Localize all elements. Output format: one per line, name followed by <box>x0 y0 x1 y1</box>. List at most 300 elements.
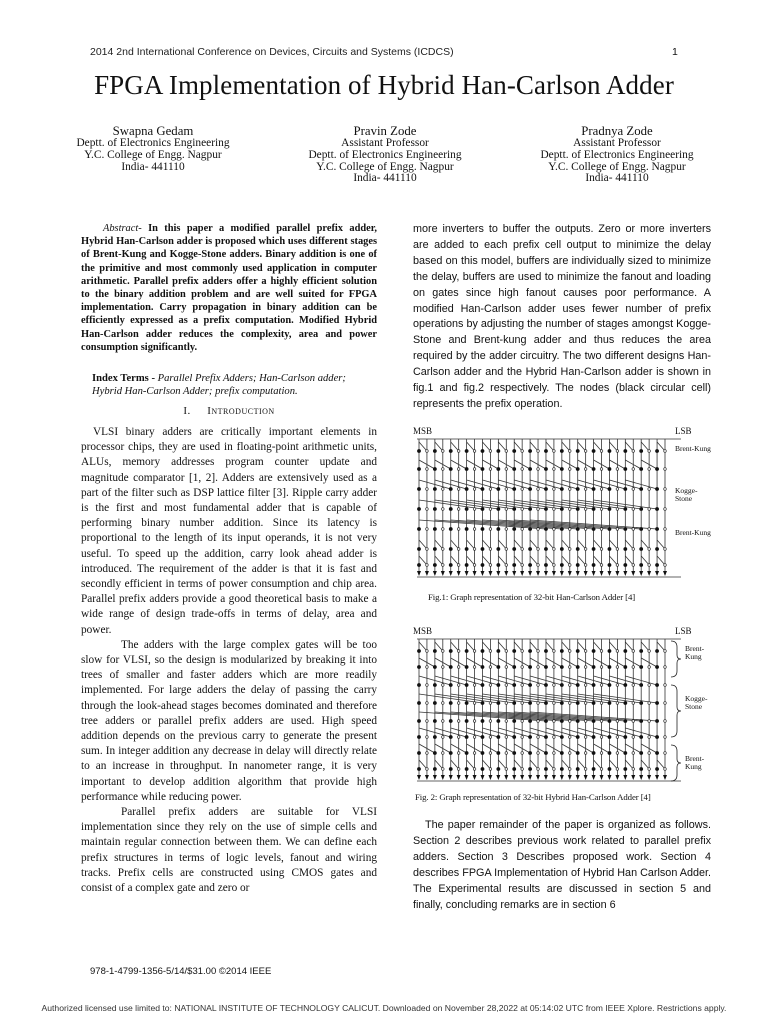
output-arrow <box>560 775 564 780</box>
prefix-node <box>655 665 659 669</box>
output-arrow <box>488 775 492 780</box>
buffer-node <box>600 752 603 755</box>
prefix-node <box>528 527 532 531</box>
buffer-node <box>505 752 508 755</box>
buffer-node <box>553 768 556 771</box>
buffer-node <box>568 720 571 723</box>
buffer-node <box>505 768 508 771</box>
buffer-node <box>616 548 619 551</box>
output-arrow <box>480 775 484 780</box>
buffer-node <box>568 650 571 653</box>
buffer-node <box>473 650 476 653</box>
prefix-node <box>449 719 453 723</box>
prefix-node <box>639 449 643 453</box>
output-arrow <box>552 571 556 576</box>
prefix-node <box>544 735 548 739</box>
prefix-node <box>465 487 469 491</box>
prefix-node <box>449 487 453 491</box>
buffer-node <box>457 528 460 531</box>
buffer-node <box>473 450 476 453</box>
prefix-node <box>560 449 564 453</box>
prefix-node <box>465 665 469 669</box>
output-arrow <box>615 571 619 576</box>
prefix-node <box>496 449 500 453</box>
prefix-node <box>608 751 612 755</box>
prefix-node <box>560 767 564 771</box>
prefix-node <box>576 735 580 739</box>
prefix-node <box>544 449 548 453</box>
prefix-node <box>560 649 564 653</box>
prefix-node <box>623 701 627 705</box>
prefix-node <box>623 467 627 471</box>
buffer-node <box>553 564 556 567</box>
prefix-node <box>449 563 453 567</box>
prefix-node <box>481 449 485 453</box>
buffer-node <box>553 548 556 551</box>
prefix-node <box>608 683 612 687</box>
buffer-node <box>584 702 587 705</box>
buffer-node <box>648 468 651 471</box>
buffer-node <box>632 768 635 771</box>
prefix-node <box>528 767 532 771</box>
right-column-text: more inverters to buffer the outputs. Zero or more inverters are added to each prefix cell output to minimize the delay based on this model, buffers are individually sized to minimize the delay, buffers are used to minimize the fanout and loading on gates since high fanout causes poor performance. A modified Han-Carlson adder uses fewer number of prefix operations by adjusting the number of stages amongst Kogge-Stone and Brent-kung adder and thus reduces the area required by the adder circuitry. The two different designs Han-Carlson adder and the Hybrid Han-Carlson adder is shown in fig.1 and fig.2 respectively. The nodes (black circular cell) represents the prefix operation. <box>413 223 711 410</box>
prefix-node <box>544 527 548 531</box>
buffer-node <box>521 508 524 511</box>
prefix-node <box>496 665 500 669</box>
author-name: Swapna Gedam <box>112 124 194 138</box>
prefix-node <box>512 547 516 551</box>
buffer-node <box>664 752 667 755</box>
buffer-node <box>584 508 587 511</box>
output-arrow <box>655 775 659 780</box>
output-arrow <box>623 571 627 576</box>
prefix-node <box>433 527 437 531</box>
prefix-node <box>655 507 659 511</box>
prefix-node <box>496 735 500 739</box>
prefix-node <box>608 665 612 669</box>
buffer-node <box>473 488 476 491</box>
buffer-node <box>553 488 556 491</box>
buffer-node <box>426 684 429 687</box>
section-title: Introduction <box>207 405 275 417</box>
prefix-node <box>544 683 548 687</box>
prefix-node <box>544 649 548 653</box>
prefix-node <box>528 701 532 705</box>
prefix-node <box>560 751 564 755</box>
prefix-node <box>623 507 627 511</box>
output-arrow <box>600 571 604 576</box>
output-arrow <box>449 571 453 576</box>
buffer-node <box>505 666 508 669</box>
prefix-node <box>433 735 437 739</box>
prefix-node <box>576 701 580 705</box>
prefix-node <box>433 719 437 723</box>
buffer-node <box>632 468 635 471</box>
buffer-node <box>553 508 556 511</box>
buffer-node <box>553 468 556 471</box>
prefix-node <box>544 701 548 705</box>
prefix-node <box>481 467 485 471</box>
buffer-node <box>442 666 445 669</box>
prefix-node <box>560 719 564 723</box>
buffer-node <box>632 720 635 723</box>
buffer-node <box>426 666 429 669</box>
prefix-node <box>592 449 596 453</box>
prefix-node <box>639 665 643 669</box>
prefix-node <box>544 547 548 551</box>
buffer-node <box>442 548 445 551</box>
buffer-node <box>521 468 524 471</box>
author-affiliation: Y.C. College of Engg. Nagpur <box>316 160 454 173</box>
prefix-node <box>544 487 548 491</box>
buffer-node <box>426 702 429 705</box>
buffer-node <box>616 752 619 755</box>
buffer-node <box>537 488 540 491</box>
prefix-node <box>560 487 564 491</box>
prefix-node <box>496 751 500 755</box>
prefix-node <box>639 701 643 705</box>
hybrid-han-carlson-graph <box>413 637 685 785</box>
buffer-node <box>568 684 571 687</box>
prefix-node <box>639 719 643 723</box>
prefix-node <box>465 767 469 771</box>
prefix-node <box>417 751 421 755</box>
buffer-node <box>648 564 651 567</box>
body-paragraph: The adders with the large complex gates will be too slow for VLSI, so the design is modularized by breaking it into trees of smaller and faster adders which are more readily implemented. For large adders the delay of passing the carry through the look-ahead stages becomes dominated and therefore tree adders or parallel prefix adders are used. High speed addition depends on the previous carry to generate the present sum. In integer addition any decrease in delay will directly relate to an increase in throughput. In nanometer range, it is very important to develop addition algorithm that provide high performance while reducing power. <box>81 638 377 803</box>
figure-1-caption: Fig.1: Graph representation of 32-bit Han-Carlson Adder [4] <box>428 592 636 602</box>
output-arrow <box>504 571 508 576</box>
output-arrow <box>417 775 421 780</box>
prefix-node <box>544 719 548 723</box>
prefix-node <box>655 735 659 739</box>
han-carlson-graph <box>413 437 685 580</box>
output-arrow <box>607 775 611 780</box>
output-arrow <box>655 571 659 576</box>
buffer-node <box>616 564 619 567</box>
buffer-node <box>489 488 492 491</box>
buffer-node <box>537 450 540 453</box>
prefix-node <box>528 507 532 511</box>
body-paragraph: The paper remainder of the paper is organized as follows. Section 2 describes previous work related to parallel prefix adders. Section 3 Describes proposed work. Section 4 describes FPGA Implementation of Hybrid Han Carlson Adder. The Experimental results are discussed in section 5 and finally, concluding remarks are in section 6 <box>413 819 711 911</box>
prefix-node <box>655 751 659 755</box>
buffer-node <box>473 528 476 531</box>
buffer-node <box>442 488 445 491</box>
buffer-node <box>457 508 460 511</box>
buffer-node <box>553 650 556 653</box>
output-arrow <box>520 571 524 576</box>
output-arrow <box>417 571 421 576</box>
output-arrow <box>631 775 635 780</box>
buffer-node <box>457 548 460 551</box>
prefix-node <box>417 665 421 669</box>
prefix-node <box>608 547 612 551</box>
prefix-node <box>576 751 580 755</box>
buffer-node <box>632 564 635 567</box>
buffer-node <box>568 666 571 669</box>
output-arrow <box>512 775 516 780</box>
prefix-node <box>465 719 469 723</box>
buffer-node <box>600 450 603 453</box>
prefix-node <box>639 487 643 491</box>
output-arrow <box>496 775 500 780</box>
prefix-node <box>512 719 516 723</box>
buffer-node <box>442 684 445 687</box>
buffer-node <box>489 666 492 669</box>
buffer-node <box>442 752 445 755</box>
prefix-node <box>576 649 580 653</box>
prefix-node <box>449 527 453 531</box>
buffer-node <box>426 488 429 491</box>
prefix-node <box>623 449 627 453</box>
buffer-node <box>584 720 587 723</box>
buffer-node <box>426 450 429 453</box>
prefix-node <box>576 547 580 551</box>
prefix-node <box>417 527 421 531</box>
buffer-node <box>584 564 587 567</box>
buffer-node <box>426 736 429 739</box>
buffer-node <box>457 450 460 453</box>
buffer-node <box>457 768 460 771</box>
page-number: 1 <box>672 46 678 58</box>
buffer-node <box>584 666 587 669</box>
prefix-node <box>623 751 627 755</box>
prefix-node <box>528 735 532 739</box>
license-footer: Authorized licensed use limited to: NATIONAL INSTITUTE OF TECHNOLOGY CALICUT. Downloaded on November 28,2022 at 05:14:02 UTC from IEEE Xplore. Restrictions apply. <box>41 1003 727 1013</box>
prefix-node <box>576 665 580 669</box>
buffer-node <box>648 488 651 491</box>
prefix-node <box>465 547 469 551</box>
buffer-node <box>616 702 619 705</box>
buffer-node <box>426 468 429 471</box>
buffer-node <box>648 508 651 511</box>
prefix-node <box>655 547 659 551</box>
prefix-node <box>655 649 659 653</box>
prefix-node <box>623 649 627 653</box>
buffer-node <box>616 450 619 453</box>
output-arrow <box>560 571 564 576</box>
prefix-node <box>560 701 564 705</box>
buffer-node <box>553 528 556 531</box>
buffer-node <box>568 736 571 739</box>
figure-2-caption: Fig. 2: Graph representation of 32-bit Hybrid Han-Carlson Adder [4] <box>415 792 651 802</box>
buffer-node <box>600 468 603 471</box>
prefix-node <box>417 487 421 491</box>
prefix-node <box>623 683 627 687</box>
stage-label-brent-kung: Brent-Kung <box>675 528 711 537</box>
buffer-node <box>537 528 540 531</box>
prefix-node <box>512 467 516 471</box>
buffer-node <box>664 650 667 653</box>
output-arrow <box>568 775 572 780</box>
prefix-node <box>512 507 516 511</box>
buffer-node <box>473 684 476 687</box>
buffer-node <box>568 702 571 705</box>
buffer-node <box>537 768 540 771</box>
buffer-node <box>457 720 460 723</box>
prefix-node <box>465 683 469 687</box>
buffer-node <box>584 736 587 739</box>
buffer-node <box>505 468 508 471</box>
prefix-node <box>528 547 532 551</box>
buffer-node <box>537 720 540 723</box>
buffer-node <box>568 528 571 531</box>
buffer-node <box>489 720 492 723</box>
prefix-node <box>417 683 421 687</box>
output-arrow <box>639 571 643 576</box>
buffer-node <box>616 720 619 723</box>
buffer-node <box>568 548 571 551</box>
prefix-node <box>608 527 612 531</box>
buffer-node <box>568 752 571 755</box>
buffer-node <box>632 702 635 705</box>
buffer-node <box>584 528 587 531</box>
buffer-node <box>457 468 460 471</box>
index-terms-text: Parallel Prefix Adders; Han-Carlson adder; Hybrid Han-Carlson Adder; prefix computation. <box>92 373 346 398</box>
buffer-node <box>521 768 524 771</box>
buffer-node <box>648 684 651 687</box>
prefix-node <box>417 719 421 723</box>
prefix-node <box>576 467 580 471</box>
buffer-node <box>600 684 603 687</box>
prefix-node <box>592 527 596 531</box>
prefix-node <box>481 735 485 739</box>
prefix-node <box>481 767 485 771</box>
buffer-node <box>616 666 619 669</box>
buffer-node <box>553 752 556 755</box>
prefix-node <box>417 701 421 705</box>
author-affiliation: India- 441110 <box>121 160 185 173</box>
buffer-node <box>616 508 619 511</box>
prefix-node <box>465 735 469 739</box>
buffer-node <box>521 702 524 705</box>
prefix-node <box>608 719 612 723</box>
buffer-node <box>664 736 667 739</box>
buffer-node <box>584 684 587 687</box>
output-arrow <box>465 775 469 780</box>
prefix-node <box>528 449 532 453</box>
buffer-node <box>537 508 540 511</box>
output-arrow <box>544 775 548 780</box>
prefix-node <box>592 563 596 567</box>
prefix-node <box>623 563 627 567</box>
prefix-node <box>560 547 564 551</box>
prefix-node <box>496 649 500 653</box>
prefix-node <box>496 507 500 511</box>
output-arrow <box>441 775 445 780</box>
figure-1 <box>413 425 713 580</box>
buffer-node <box>537 666 540 669</box>
prefix-node <box>608 449 612 453</box>
buffer-node <box>473 720 476 723</box>
prefix-node <box>481 563 485 567</box>
buffer-node <box>537 736 540 739</box>
prefix-node <box>639 547 643 551</box>
buffer-node <box>584 650 587 653</box>
buffer-node <box>648 768 651 771</box>
buffer-node <box>457 752 460 755</box>
buffer-node <box>489 736 492 739</box>
prefix-node <box>417 467 421 471</box>
prefix-node <box>481 701 485 705</box>
prefix-node <box>544 507 548 511</box>
output-arrow <box>457 571 461 576</box>
output-arrow <box>631 571 635 576</box>
buffer-node <box>584 468 587 471</box>
buffer-node <box>489 752 492 755</box>
prefix-node <box>465 701 469 705</box>
buffer-node <box>505 488 508 491</box>
prefix-node <box>465 449 469 453</box>
buffer-node <box>664 528 667 531</box>
buffer-node <box>584 548 587 551</box>
buffer-node <box>442 720 445 723</box>
prefix-node <box>608 507 612 511</box>
buffer-node <box>489 528 492 531</box>
prefix-node <box>433 563 437 567</box>
buffer-node <box>632 650 635 653</box>
output-arrow <box>473 775 477 780</box>
buffer-node <box>473 752 476 755</box>
output-arrow <box>568 571 572 576</box>
prefix-node <box>417 547 421 551</box>
prefix-node <box>433 701 437 705</box>
buffer-node <box>489 702 492 705</box>
section-heading <box>81 405 377 417</box>
buffer-node <box>489 768 492 771</box>
prefix-node <box>592 649 596 653</box>
buffer-node <box>600 650 603 653</box>
buffer-node <box>632 488 635 491</box>
prefix-node <box>512 449 516 453</box>
prefix-node <box>608 767 612 771</box>
buffer-node <box>584 450 587 453</box>
buffer-node <box>521 528 524 531</box>
prefix-node <box>576 767 580 771</box>
prefix-node <box>592 467 596 471</box>
prefix-node <box>655 683 659 687</box>
buffer-node <box>584 768 587 771</box>
buffer-node <box>600 508 603 511</box>
prefix-node <box>449 665 453 669</box>
buffer-node <box>505 684 508 687</box>
buffer-node <box>489 548 492 551</box>
stage-label-kogge-stone: Kogge-Stone <box>685 694 708 711</box>
prefix-node <box>465 751 469 755</box>
author-affiliation: Deptt. of Electronics Engineering <box>308 148 462 161</box>
prefix-node <box>623 527 627 531</box>
output-arrow <box>592 571 596 576</box>
buffer-node <box>568 508 571 511</box>
buffer-node <box>664 468 667 471</box>
buffer-node <box>584 488 587 491</box>
buffer-node <box>442 702 445 705</box>
output-arrow <box>528 775 532 780</box>
buffer-node <box>600 488 603 491</box>
prefix-node <box>592 751 596 755</box>
prefix-node <box>639 683 643 687</box>
prefix-node <box>512 767 516 771</box>
prefix-node <box>481 649 485 653</box>
prefix-node <box>592 487 596 491</box>
buffer-node <box>521 736 524 739</box>
prefix-node <box>560 467 564 471</box>
buffer-node <box>600 720 603 723</box>
output-arrow <box>536 571 540 576</box>
buffer-node <box>648 650 651 653</box>
prefix-node <box>655 701 659 705</box>
buffer-node <box>505 720 508 723</box>
buffer-node <box>600 666 603 669</box>
